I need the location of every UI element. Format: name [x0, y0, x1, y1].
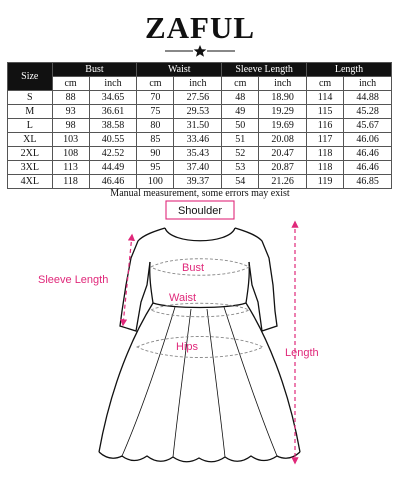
dress-diagram [0, 197, 400, 497]
table-cell: 37.40 [174, 161, 222, 175]
size-header: Size [8, 63, 53, 91]
table-cell: 48 [222, 91, 259, 105]
brand-title: ZAFUL [144, 10, 256, 45]
unit-header: cm [52, 77, 89, 91]
table-cell: 50 [222, 119, 259, 133]
size-label: S [8, 91, 53, 105]
table-row [8, 147, 392, 161]
table-cell: 88 [52, 91, 89, 105]
table-cell: 119 [307, 175, 344, 189]
unit-header: cm [137, 77, 174, 91]
length-label: Length [285, 347, 319, 359]
table-cell: 46.06 [344, 133, 392, 147]
table-cell: 38.58 [89, 119, 137, 133]
table-cell: 46.46 [344, 161, 392, 175]
size-label: 4XL [8, 175, 53, 189]
shoulder-label: Shoulder [177, 205, 223, 217]
bust-label: Bust [182, 262, 205, 274]
table-cell: 46.46 [344, 147, 392, 161]
table-row [8, 91, 392, 105]
table-row [8, 161, 392, 175]
size-chart-table [7, 62, 392, 189]
measurement-note: Manual measurement, some errors may exist [110, 188, 290, 199]
table-cell: 51 [222, 133, 259, 147]
table-cell: 44.49 [89, 161, 137, 175]
table-row [8, 119, 392, 133]
size-label: XL [8, 133, 53, 147]
table-cell: 35.43 [174, 147, 222, 161]
table-cell: 118 [307, 161, 344, 175]
table-cell: 20.08 [259, 133, 307, 147]
table-cell: 70 [137, 91, 174, 105]
hips-label: Hips [176, 341, 199, 353]
unit-header: inch [89, 77, 137, 91]
group-header: Sleeve Length [222, 63, 307, 77]
table-cell: 19.69 [259, 119, 307, 133]
star-icon [194, 45, 207, 57]
table-cell: 53 [222, 161, 259, 175]
table-cell: 18.90 [259, 91, 307, 105]
star-divider [0, 44, 400, 58]
table-cell: 114 [307, 91, 344, 105]
table-cell: 36.61 [89, 105, 137, 119]
table-cell: 34.65 [89, 91, 137, 105]
size-rows [8, 91, 392, 189]
unit-header: cm [307, 77, 344, 91]
table-cell: 31.50 [174, 119, 222, 133]
table-cell: 85 [137, 133, 174, 147]
table-cell: 95 [137, 161, 174, 175]
unit-header: inch [174, 77, 222, 91]
table-row [8, 105, 392, 119]
unit-header: inch [259, 77, 307, 91]
table-cell: 108 [52, 147, 89, 161]
table-cell: 46.85 [344, 175, 392, 189]
table-cell: 20.87 [259, 161, 307, 175]
table-cell: 44.88 [344, 91, 392, 105]
table-cell: 117 [307, 133, 344, 147]
table-cell: 20.47 [259, 147, 307, 161]
table-cell: 113 [52, 161, 89, 175]
table-cell: 98 [52, 119, 89, 133]
table-cell: 21.26 [259, 175, 307, 189]
table-cell: 118 [307, 147, 344, 161]
table-cell: 75 [137, 105, 174, 119]
table-cell: 80 [137, 119, 174, 133]
table-cell: 46.46 [89, 175, 137, 189]
table-cell: 45.28 [344, 105, 392, 119]
table-row [8, 175, 392, 189]
group-header: Bust [52, 63, 137, 77]
table-cell: 103 [52, 133, 89, 147]
table-cell: 90 [137, 147, 174, 161]
table-cell: 42.52 [89, 147, 137, 161]
size-label: L [8, 119, 53, 133]
table-cell: 118 [52, 175, 89, 189]
sleeve-length-label: Sleeve Length [38, 274, 109, 286]
table-cell: 40.55 [89, 133, 137, 147]
size-label: 2XL [8, 147, 53, 161]
table-cell: 49 [222, 105, 259, 119]
waist-label: Waist [169, 292, 197, 304]
table-row [8, 133, 392, 147]
table-cell: 39.37 [174, 175, 222, 189]
size-label: 3XL [8, 161, 53, 175]
table-cell: 19.29 [259, 105, 307, 119]
unit-header: cm [222, 77, 259, 91]
table-cell: 27.56 [174, 91, 222, 105]
table-cell: 29.53 [174, 105, 222, 119]
group-header: Length [307, 63, 392, 77]
table-cell: 45.67 [344, 119, 392, 133]
table-cell: 93 [52, 105, 89, 119]
measure-arrows [123, 211, 295, 463]
table-cell: 54 [222, 175, 259, 189]
table-cell: 116 [307, 119, 344, 133]
table-cell: 52 [222, 147, 259, 161]
table-cell: 33.46 [174, 133, 222, 147]
group-header: Waist [137, 63, 222, 77]
table-cell: 100 [137, 175, 174, 189]
table-cell: 115 [307, 105, 344, 119]
unit-header: inch [344, 77, 392, 91]
skirt-folds [122, 307, 277, 457]
size-label: M [8, 105, 53, 119]
